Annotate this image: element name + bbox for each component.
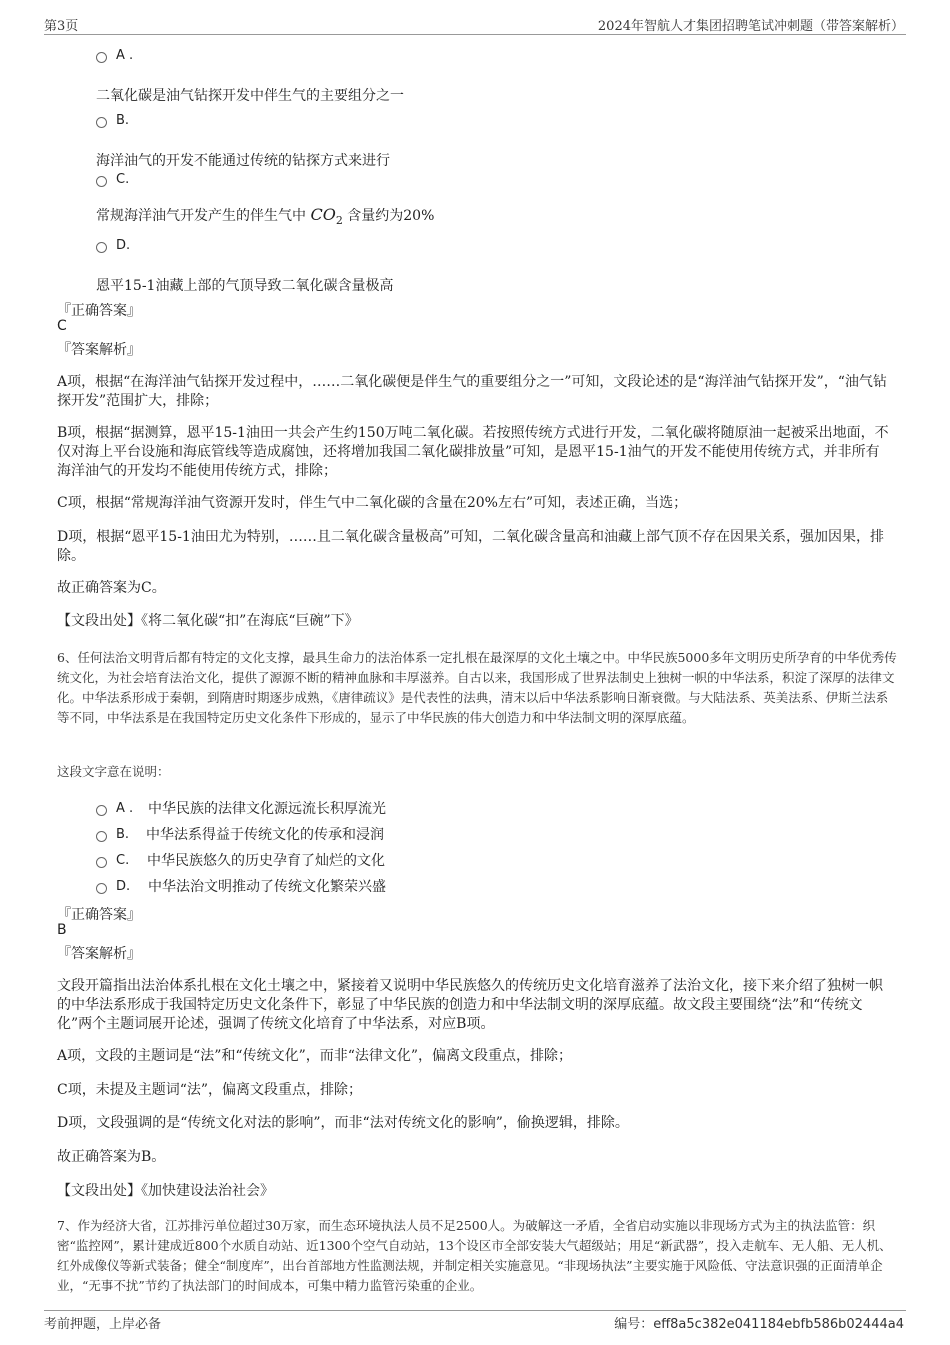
q6-analysis-c: C项，未提及主题词“法”，偏离文段重点，排除； <box>57 1082 363 1098</box>
q5-option-a[interactable] <box>96 48 133 63</box>
footer-code-value: eff8a5c382e041184ebfb586b02444a4 <box>653 1317 904 1332</box>
q5-option-d-text: 恩平15-1油藏上部的气顶导致二氧化碳含量极高 <box>96 278 394 294</box>
q5-option-b[interactable] <box>96 113 129 128</box>
footer-divider <box>44 1310 906 1311</box>
radio-icon[interactable] <box>96 117 107 128</box>
option-letter: B. <box>116 113 130 128</box>
q5-analysis-c: C项，根据“常规海洋油气资源开发时，伴生气中二氧化碳的含量在20%左右”可知，表述正确，当选； <box>57 495 688 511</box>
q6-option-a[interactable] <box>96 798 386 818</box>
q5-option-b-text: 海洋油气的开发不能通过传统的钻探方式来进行 <box>96 153 390 169</box>
q6-analysis-label: 『答案解析』 <box>57 946 141 962</box>
option-text: 中华民族悠久的历史孕育了灿烂的文化 <box>147 853 385 869</box>
q5-option-c[interactable] <box>96 172 129 187</box>
option-letter: C. <box>116 852 130 868</box>
text-after-formula: 含量约为20% <box>347 208 435 224</box>
radio-icon[interactable] <box>96 831 107 842</box>
option-letter: A . <box>116 800 134 816</box>
option-letter: B. <box>116 826 130 842</box>
option-text: 中华法治文明推动了传统文化繁荣兴盛 <box>148 879 386 895</box>
q5-analysis-label: 『答案解析』 <box>57 342 141 358</box>
radio-icon[interactable] <box>96 242 107 253</box>
q6-stem: 6、任何法治文明背后都有特定的文化支撑，最具生命力的法治体系一定扎根在最深厚的文化土壤之中。中华民族5000多年文明历史所孕育的中华优秀传统文化，为社会培育法治文化，提供了源源不断的精神血脉和丰厚滋养。自古以来，我国形成了世界法制史上独树一帜的中华法系，积淀了深厚的法律文化。中华法系形成于秦朝，到隋唐时期逐步成熟，《唐律疏议》是代表性的法典，清末以后中华法系影响日渐衰微。与大陆法系、英美法系、伊斯兰法系等不同，中华法系是在我国特定历史文化条件下形成的，显示了中华民族的伟大创造力和中华法制文明的深厚底蕴。 <box>57 650 897 725</box>
option-letter: A . <box>116 48 134 63</box>
text-before-formula: 常规海洋油气开发产生的伴生气中 <box>96 208 306 224</box>
option-text: 中华法系得益于传统文化的传承和浸润 <box>146 827 384 843</box>
document-title: 2024年智航人才集团招聘笔试冲刺题（带答案解析） <box>597 19 904 34</box>
option-letter: C. <box>116 172 130 187</box>
q5-correct-answer: C <box>57 318 67 334</box>
option-text: 中华民族的法律文化源远流长积厚流光 <box>148 801 386 817</box>
page-number: 第3页 <box>44 19 79 34</box>
q5-analysis-b: B项，根据“据测算，恩平15-1油田一共会产生约150万吨二氧化碳。若按照传统方式进行开发，二氧化碳将随原油一起被采出地面，不仅对海上平台设施和海底管线等造成腐蚀，还将增加我国二氧化碳排放量”可知，是恩平15-1油气的开发不能使用传统方式，并非所有海洋油气的开发均不能使用传统方式，排除； <box>57 425 889 479</box>
radio-icon[interactable] <box>96 883 107 894</box>
q6-option-d[interactable] <box>96 876 386 896</box>
q6-conclusion: 故正确答案为B。 <box>57 1149 166 1165</box>
radio-icon[interactable] <box>96 805 107 816</box>
footer-code-label: 编号： <box>614 1317 654 1332</box>
q6-correct-answer: B <box>57 922 67 938</box>
q6-prompt: 这段文字意在说明： <box>57 764 170 779</box>
footer-slogan: 考前押题，上岸必备 <box>44 1317 162 1332</box>
q5-analysis-a: A项，根据“在海洋油气钻探开发过程中，……二氧化碳便是伴生气的重要组分之一”可知，文段论述的是“海洋油气钻探开发”，“油气钻探开发”范围扩大，排除； <box>57 374 887 409</box>
q5-conclusion: 故正确答案为C。 <box>57 580 166 596</box>
q5-option-c-text <box>96 205 434 227</box>
co2-formula <box>310 205 343 228</box>
q5-correct-answer-label: 『正确答案』 <box>57 303 141 319</box>
option-letter: D. <box>116 238 131 253</box>
radio-icon[interactable] <box>96 176 107 187</box>
q6-analysis-a: A项，文段的主题词是“法”和“传统文化”，而非“法律文化”，偏离文段重点，排除； <box>57 1048 573 1064</box>
q6-option-b[interactable] <box>96 824 384 844</box>
formula-main: CO <box>310 205 336 224</box>
header-divider <box>44 34 906 35</box>
q6-analysis-d: D项，文段强调的是“传统文化对法的影响”，而非“法对传统文化的影响”，偷换逻辑，排除。 <box>57 1115 629 1131</box>
q6-analysis-main: 文段开篇指出法治体系扎根在文化土壤之中，紧接着又说明中华民族悠久的传统历史文化培育滋养了法治文化，接下来介绍了独树一帜的中华法系形成于我国特定历史文化条件下，彰显了中华民族的创造力和中华法制文明的深厚底蕴。故文段主要围绕“法”和“传统文化”两个主题词展开论述，强调了传统文化培育了中华法系，对应B项。 <box>57 978 883 1032</box>
q6-correct-answer-label: 『正确答案』 <box>57 907 141 923</box>
formula-subscript: 2 <box>335 214 343 228</box>
q5-source: 【文段出处】《将二氧化碳“扣”在海底“巨碗”下》 <box>57 613 359 629</box>
q5-analysis-d: D项，根据“恩平15-1油田尤为特别，……且二氧化碳含量极高”可知，二氧化碳含量高和油藏上部气顶不存在因果关系，强加因果，排除。 <box>57 529 884 564</box>
q6-source: 【文段出处】《加快建设法治社会》 <box>57 1183 274 1199</box>
option-letter: D. <box>116 878 131 894</box>
radio-icon[interactable] <box>96 52 107 63</box>
q6-option-c[interactable] <box>96 850 385 870</box>
radio-icon[interactable] <box>96 857 107 868</box>
q7-stem: 7、作为经济大省，江苏排污单位超过30万家，而生态环境执法人员不足2500人。为破解这一矛盾，全省启动实施以非现场方式为主的执法监管：织密“监控网”，累计建成近800个水质自动站、近1300个空气自动站，13个设区市全部安装大气超级站；用足“新武器”，投入走航车、无人船、无人机、红外成像仪等新式装备；健全“制度库”，出台首部地方性监测法规，并制定相关实施意见。“非现场执法”主要实施于风险低、守法意识强的正面清单企业，“无事不扰”节约了执法部门的时间成本，可集中精力监管污染重的企业。 <box>57 1218 892 1293</box>
q5-option-a-text: 二氧化碳是油气钻探开发中伴生气的主要组分之一 <box>96 88 404 104</box>
footer-code <box>614 1313 904 1332</box>
q5-option-d[interactable] <box>96 238 130 253</box>
